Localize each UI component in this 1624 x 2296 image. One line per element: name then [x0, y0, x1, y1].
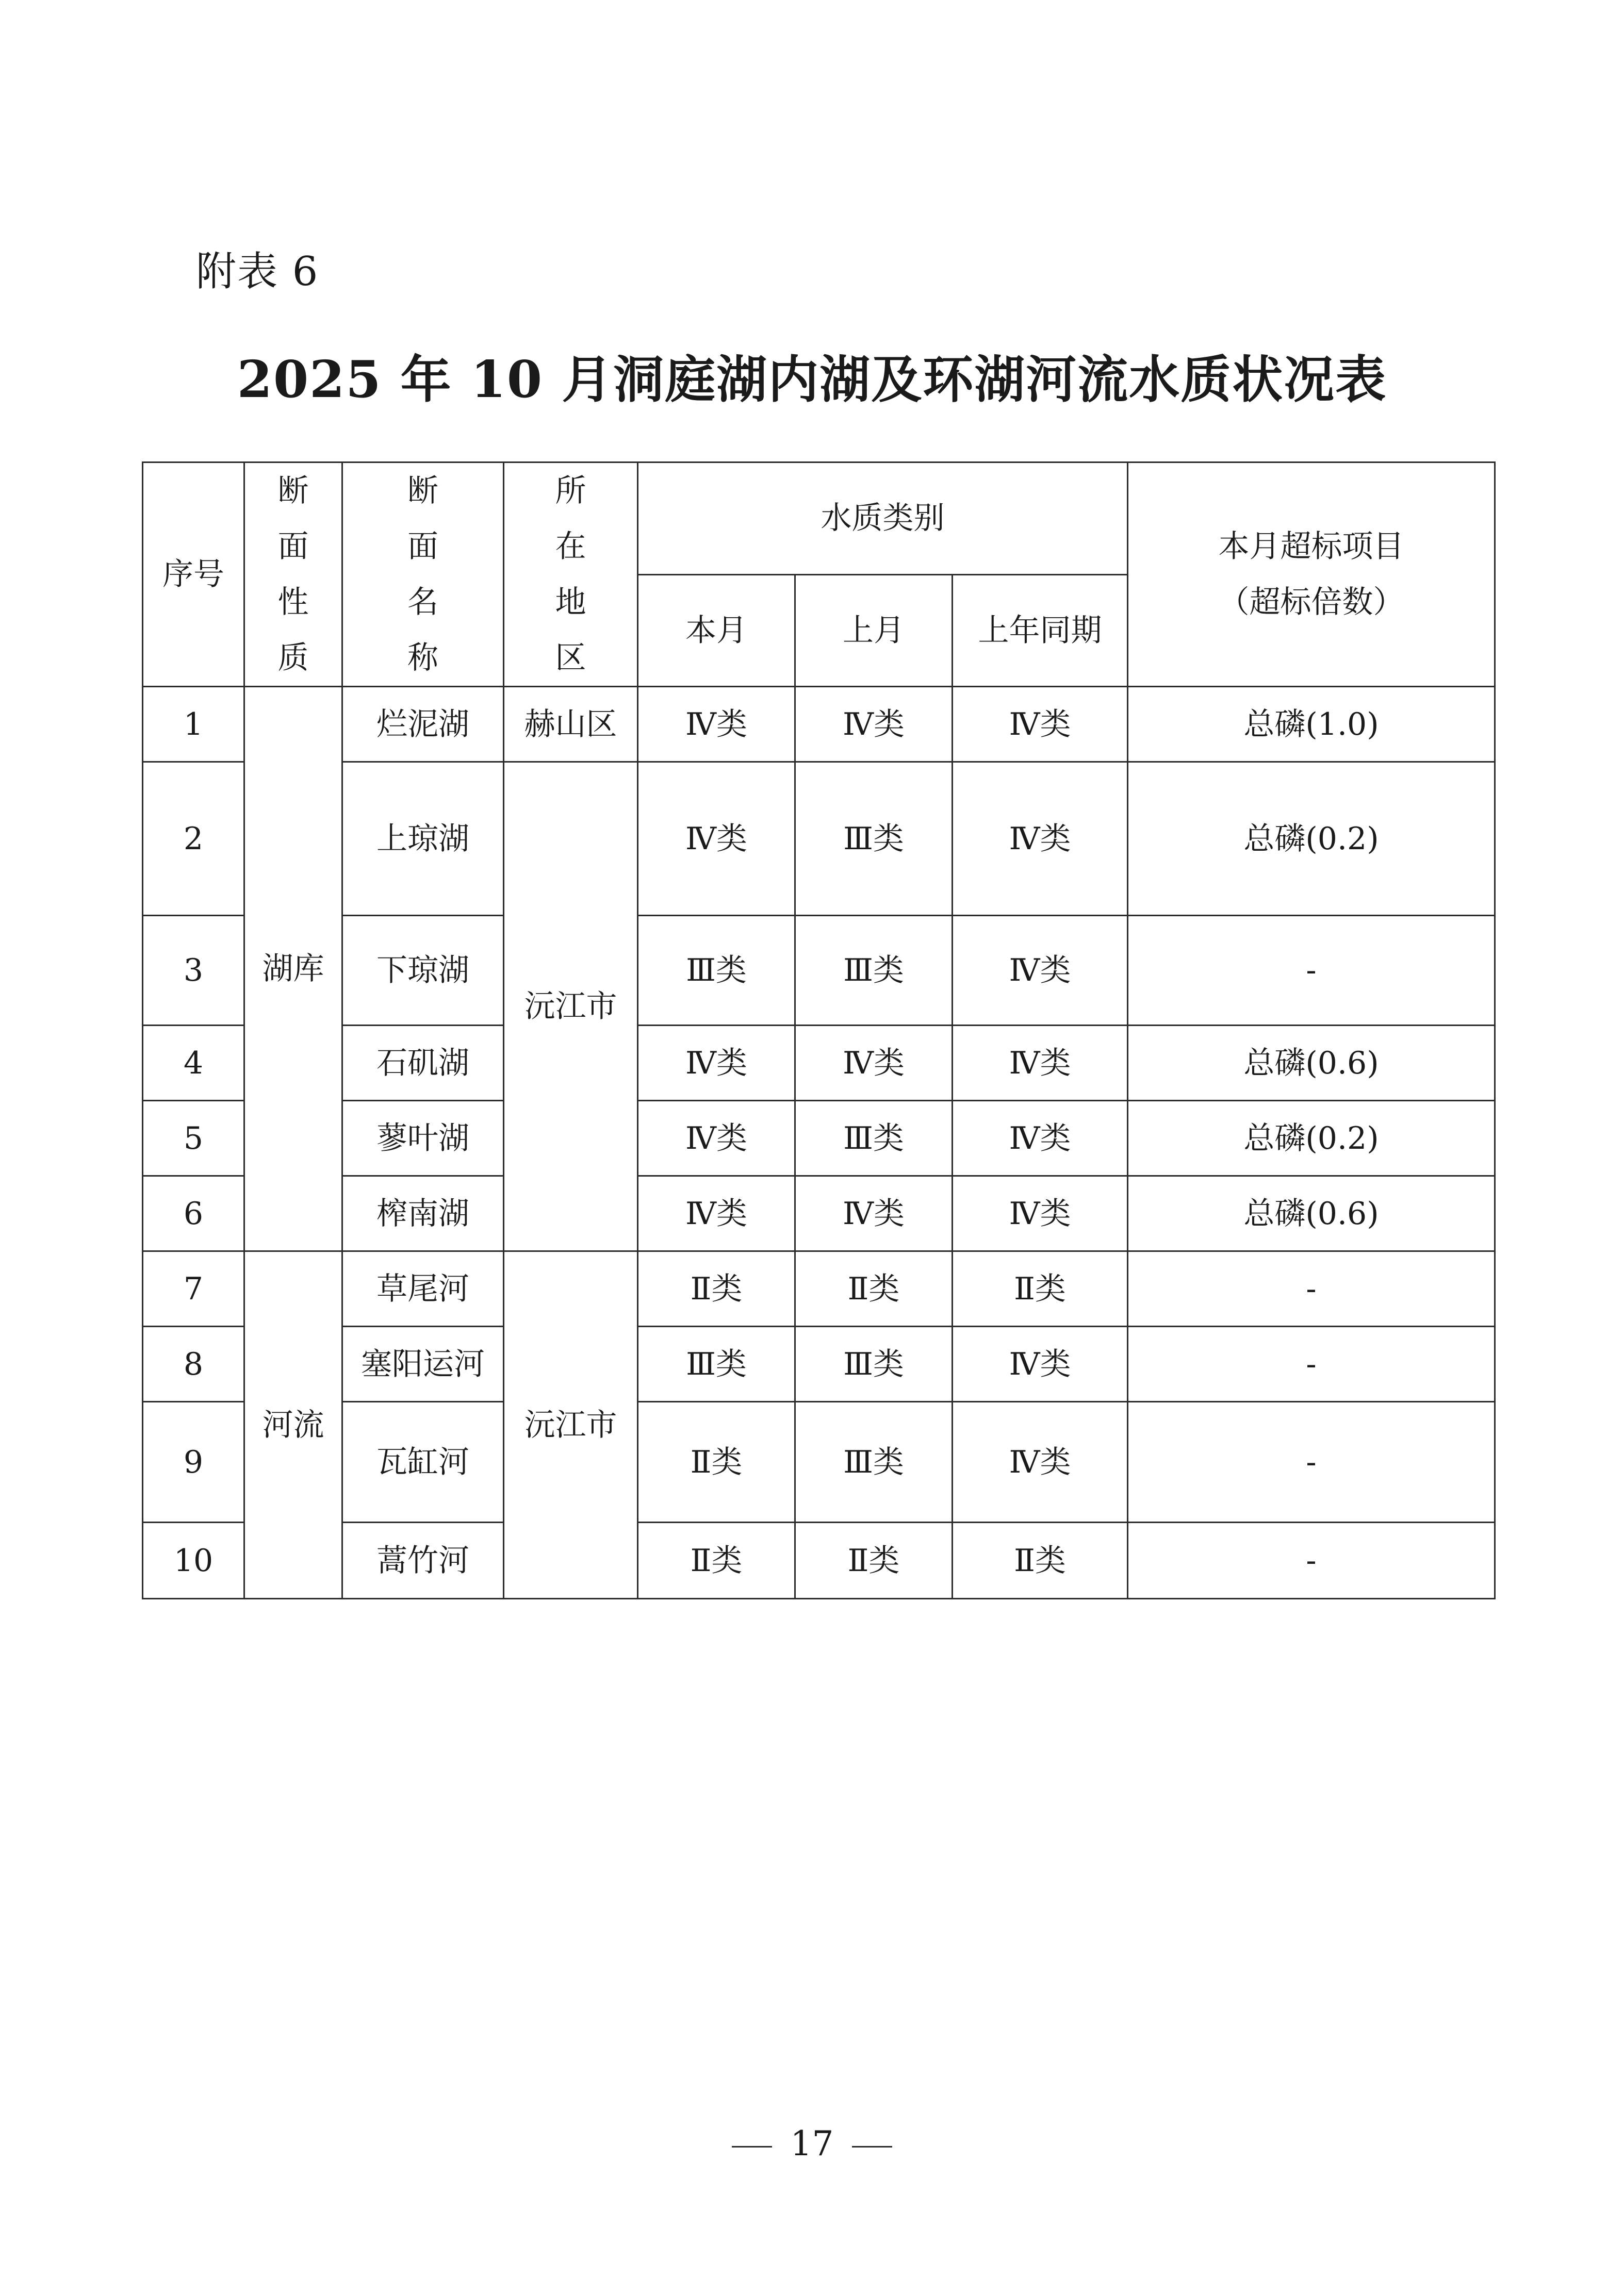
- table-row: [143, 687, 1495, 762]
- header-water-class: 水质类别: [638, 462, 1128, 575]
- header-last-month: 上月: [795, 574, 953, 687]
- table-row: [143, 1327, 1495, 1402]
- header-nature: [244, 462, 342, 687]
- row-this-month: Ⅲ类: [638, 1327, 795, 1402]
- row-last-year: Ⅳ类: [953, 1402, 1128, 1523]
- row-seq: 8: [143, 1327, 244, 1402]
- header-nature-text: 断面性质: [277, 473, 309, 676]
- row-name: 蒿竹河: [342, 1523, 504, 1599]
- row-exceed: -: [1128, 1251, 1495, 1327]
- header-name: [342, 462, 504, 687]
- row-last-month: Ⅲ类: [795, 1402, 953, 1523]
- row-this-month: Ⅳ类: [638, 1026, 795, 1101]
- row-last-month: Ⅳ类: [795, 1176, 953, 1251]
- row-seq: 9: [143, 1402, 244, 1523]
- table-row: [143, 1402, 1495, 1523]
- row-seq: 4: [143, 1026, 244, 1101]
- row-name: 石矶湖: [342, 1026, 504, 1101]
- row-seq: 1: [143, 687, 244, 762]
- row-exceed: 总磷(1.0): [1128, 687, 1495, 762]
- header-exceed: [1128, 462, 1495, 687]
- row-last-year: Ⅳ类: [953, 1101, 1128, 1176]
- row-seq: 2: [143, 762, 244, 916]
- region-yuanjiang-lake: 沅江市: [504, 762, 638, 1251]
- footer-dash-left: [732, 2146, 772, 2148]
- region-heshan: 赫山区: [504, 687, 638, 762]
- row-last-year: Ⅳ类: [953, 1026, 1128, 1101]
- row-exceed: -: [1128, 1523, 1495, 1599]
- footer-dash-right: [852, 2146, 892, 2148]
- group-lake: 湖库: [244, 687, 342, 1251]
- row-this-month: Ⅳ类: [638, 1176, 795, 1251]
- row-last-month: Ⅱ类: [795, 1523, 953, 1599]
- row-exceed: 总磷(0.2): [1128, 762, 1495, 916]
- row-name: 上琼湖: [342, 762, 504, 916]
- group-river: 河流: [244, 1251, 342, 1599]
- header-seq: 序号: [143, 462, 244, 687]
- row-exceed: -: [1128, 916, 1495, 1026]
- table-row: [143, 916, 1495, 1026]
- header-region: [504, 462, 638, 687]
- header-region-text: 所在地区: [555, 473, 586, 676]
- page-footer: [0, 2124, 1624, 2163]
- header-name-text: 断面名称: [407, 473, 438, 676]
- row-name: 榨南湖: [342, 1176, 504, 1251]
- row-name: 草尾河: [342, 1251, 504, 1327]
- table-row: [143, 1101, 1495, 1176]
- row-last-month: Ⅳ类: [795, 1026, 953, 1101]
- table-row: [143, 1026, 1495, 1101]
- row-last-year: Ⅳ类: [953, 1327, 1128, 1402]
- row-last-month: Ⅲ类: [795, 916, 953, 1026]
- row-exceed: -: [1128, 1327, 1495, 1402]
- table-row: [143, 1176, 1495, 1251]
- region-yuanjiang-river: 沅江市: [504, 1251, 638, 1599]
- row-this-month: Ⅳ类: [638, 762, 795, 916]
- row-name: 瓦缸河: [342, 1402, 504, 1523]
- row-last-year: Ⅳ类: [953, 916, 1128, 1026]
- row-this-month: Ⅳ类: [638, 1101, 795, 1176]
- row-exceed: 总磷(0.6): [1128, 1176, 1495, 1251]
- row-name: 塞阳运河: [342, 1327, 504, 1402]
- page-number: 17: [790, 2124, 834, 2163]
- row-seq: 6: [143, 1176, 244, 1251]
- header-last-year: 上年同期: [953, 574, 1128, 687]
- row-seq: 10: [143, 1523, 244, 1599]
- appendix-label: 附表 6: [196, 249, 319, 295]
- row-last-year: Ⅱ类: [953, 1251, 1128, 1327]
- row-last-year: Ⅳ类: [953, 687, 1128, 762]
- water-quality-table: [142, 461, 1496, 1599]
- row-last-month: Ⅳ类: [795, 687, 953, 762]
- row-last-year: Ⅱ类: [953, 1523, 1128, 1599]
- row-this-month: Ⅲ类: [638, 916, 795, 1026]
- header-exceed-line2: （超标倍数）: [1218, 584, 1404, 620]
- row-seq: 7: [143, 1251, 244, 1327]
- document-title: 2025 年 10 月洞庭湖内湖及环湖河流水质状况表: [237, 350, 1387, 409]
- header-row-1: [143, 462, 1495, 575]
- table-row: [143, 1251, 1495, 1327]
- table-row: [143, 762, 1495, 916]
- row-last-month: Ⅲ类: [795, 1327, 953, 1402]
- row-exceed: -: [1128, 1402, 1495, 1523]
- row-last-year: Ⅳ类: [953, 762, 1128, 916]
- row-exceed: 总磷(0.2): [1128, 1101, 1495, 1176]
- row-name: 下琼湖: [342, 916, 504, 1026]
- row-this-month: Ⅱ类: [638, 1251, 795, 1327]
- row-name: 烂泥湖: [342, 687, 504, 762]
- row-name: 蓼叶湖: [342, 1101, 504, 1176]
- table-row: [143, 1523, 1495, 1599]
- row-seq: 5: [143, 1101, 244, 1176]
- header-exceed-line1: 本月超标项目: [1218, 528, 1404, 565]
- row-this-month: Ⅳ类: [638, 687, 795, 762]
- row-last-year: Ⅳ类: [953, 1176, 1128, 1251]
- row-this-month: Ⅱ类: [638, 1523, 795, 1599]
- row-exceed: 总磷(0.6): [1128, 1026, 1495, 1101]
- row-last-month: Ⅲ类: [795, 762, 953, 916]
- row-last-month: Ⅱ类: [795, 1251, 953, 1327]
- header-this-month: 本月: [638, 574, 795, 687]
- row-last-month: Ⅲ类: [795, 1101, 953, 1176]
- row-this-month: Ⅱ类: [638, 1402, 795, 1523]
- row-seq: 3: [143, 916, 244, 1026]
